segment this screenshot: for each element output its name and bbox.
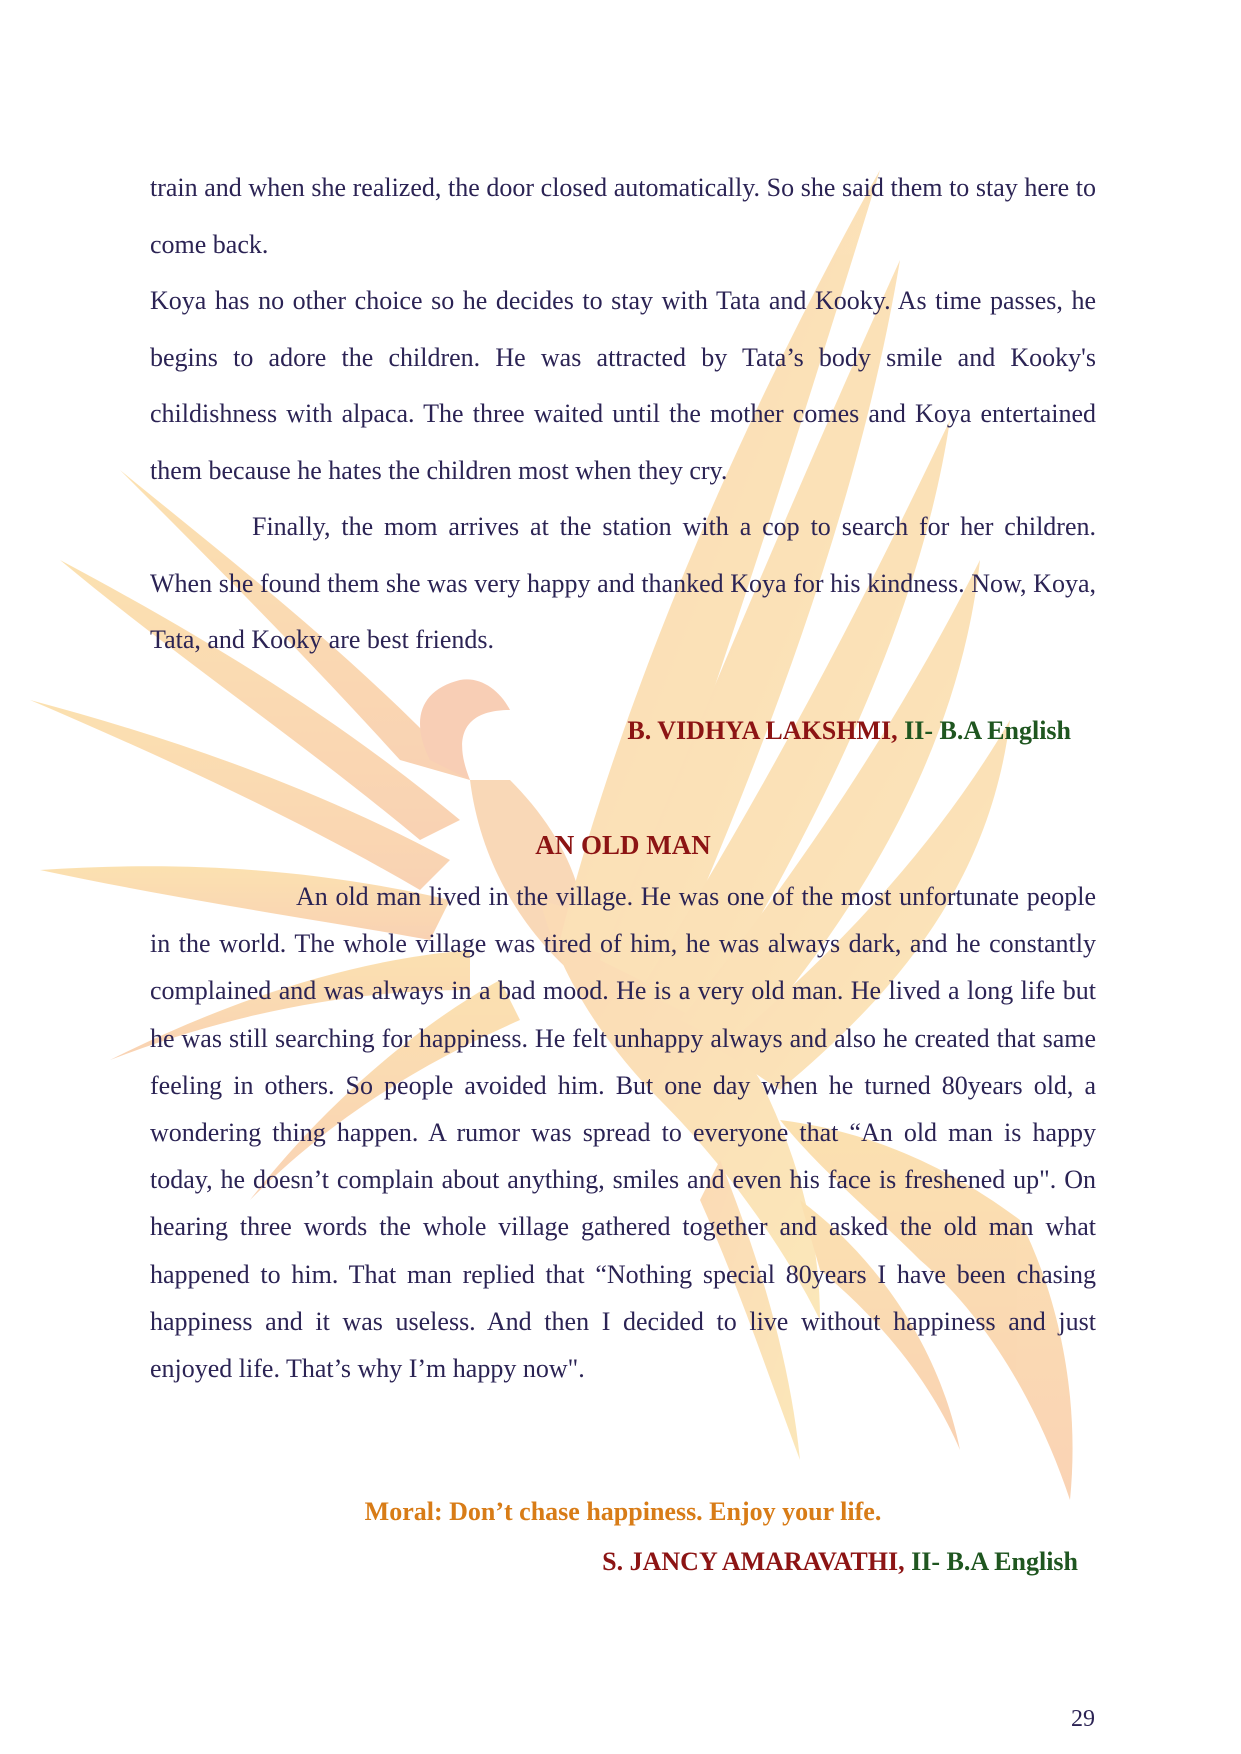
story-moral: Moral: Don’t chase happiness. Enjoy your life. — [364, 1497, 882, 1526]
story-paragraph — [150, 499, 1096, 669]
author-byline — [150, 716, 1071, 746]
author-byline — [150, 1547, 1078, 1577]
author-separator: , — [898, 1547, 912, 1576]
story-paragraph: train and when she realized, the door closed automatically. So she said them to stay here to come back. — [150, 173, 1096, 259]
author-department: II- B.A English — [911, 1547, 1078, 1576]
author-separator: , — [891, 716, 905, 745]
story-paragraph-text: Koya has no other choice so he decides to stay with Tata and Kooky. As time passes, he begins to adore the children. He was attracted by Tata’s body smile and Kooky's childishness with alpaca. The three waited until the mother comes and Koya entertained them because he hates the children most when they cry. — [150, 286, 1096, 485]
author-name: S. JANCY AMARAVATHI — [602, 1547, 899, 1576]
story-paragraph-text: An old man lived in the village. He was one of the most unfortunate people in the world. The whole village was tired of him, he was always dark, and he constantly complained and was always in a bad mood. He is a very old man. He lived a long life but he was still searching for happiness. He felt unhappy always and also he created that same feeling in others. So people avoided him. But one day when he turned 80years old, a wondering thing happen. A rumor was spread to everyone that “An old man is happy today, he doesn’t complain about anything, smiles and even his face is freshened up". On hearing three words the whole village gathered together and asked the old man what happened to him. That man replied that “Nothing special 80years I have been chasing happiness and it was useless. And then I decided to live without happiness and just enjoyed life. That’s why I’m happy now". — [150, 882, 1096, 1384]
story-paragraph — [150, 873, 1096, 1392]
story-title: AN OLD MAN — [535, 830, 711, 860]
story-paragraph-text: Finally, the mom arrives at the station with a cop to search for her children. When she found them she was very happy and thanked Koya for his kindness. Now, Koya, Tata, and Kooky are best friends. — [150, 512, 1096, 654]
author-department: II- B.A English — [904, 716, 1071, 745]
story-paragraph — [150, 273, 1096, 499]
page-number: 29 — [1071, 1706, 1095, 1732]
author-name: B. VIDHYA LAKSHMI — [627, 716, 892, 745]
